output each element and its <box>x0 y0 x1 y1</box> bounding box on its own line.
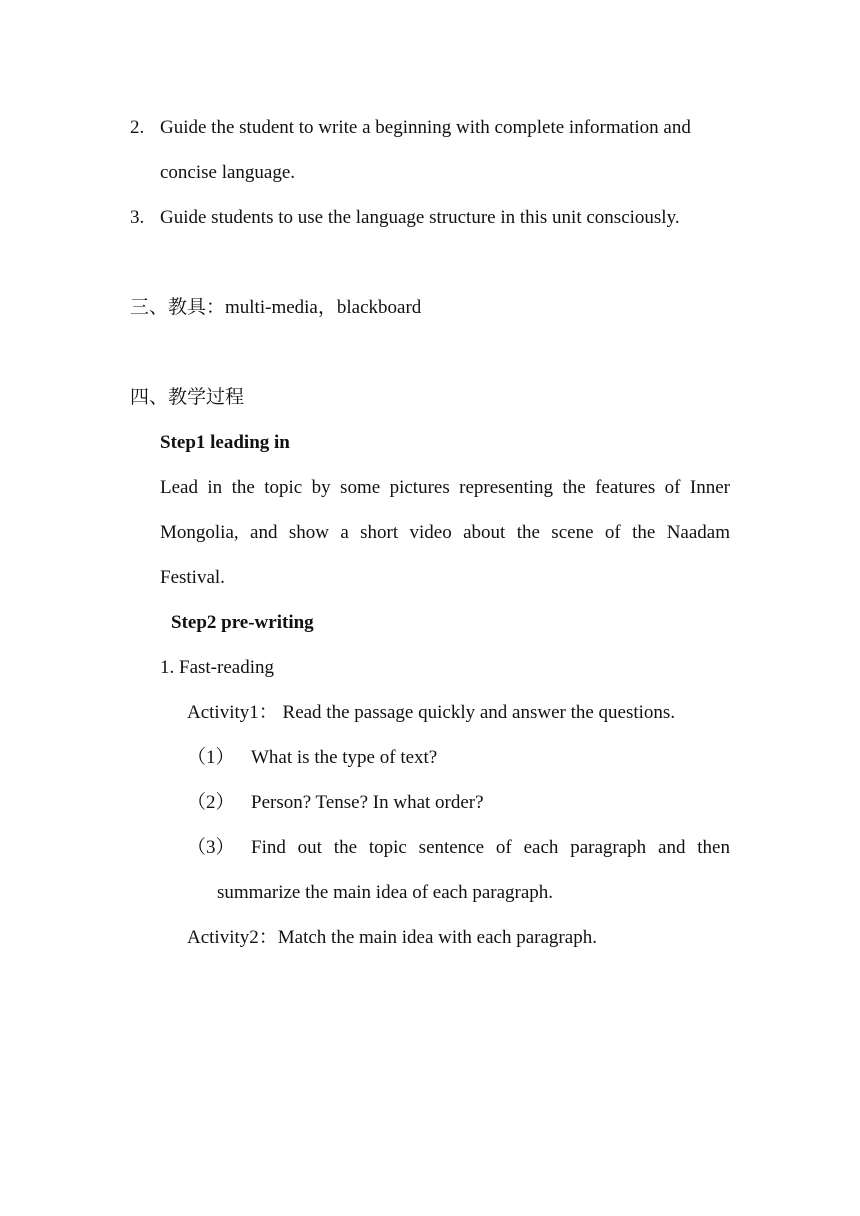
list-number: 3. <box>130 207 145 228</box>
question-text-continued: summarize the main idea of each paragraph. <box>217 882 554 903</box>
list-number: 2. <box>130 117 145 138</box>
section-heading-teaching-aids: 三、教具：multi-media，blackboard <box>130 297 422 318</box>
step-title: Step1 leading in <box>160 432 290 453</box>
question-text: Find out the topic sentence of each paragraph and then <box>251 837 730 858</box>
question-marker: （1） <box>187 747 235 768</box>
paragraph-line: Festival. <box>160 567 225 588</box>
objective-line: Guide students to use the language structure in this unit consciously. <box>160 207 680 228</box>
question-marker: （3） <box>187 837 235 858</box>
question-text: What is the type of text? <box>251 747 438 768</box>
step-title: Step2 pre-writing <box>171 612 314 633</box>
objective-line: concise language. <box>160 162 296 183</box>
activity-line: Activity1： Read the passage quickly and answer the questions. <box>187 702 676 723</box>
question-text: Person? Tense? In what order? <box>251 792 484 813</box>
paragraph-line: Mongolia, and show a short video about the scene of the Naadam <box>160 522 730 543</box>
paragraph-line: Lead in the topic by some pictures representing the features of Inner <box>160 477 730 498</box>
question-marker: （2） <box>187 792 235 813</box>
sub-item: 1. Fast-reading <box>160 657 274 678</box>
objective-line: Guide the student to write a beginning with complete information and <box>160 117 691 138</box>
section-heading-teaching-process: 四、教学过程 <box>130 387 245 408</box>
activity-line: Activity2：Match the main idea with each paragraph. <box>187 927 597 948</box>
